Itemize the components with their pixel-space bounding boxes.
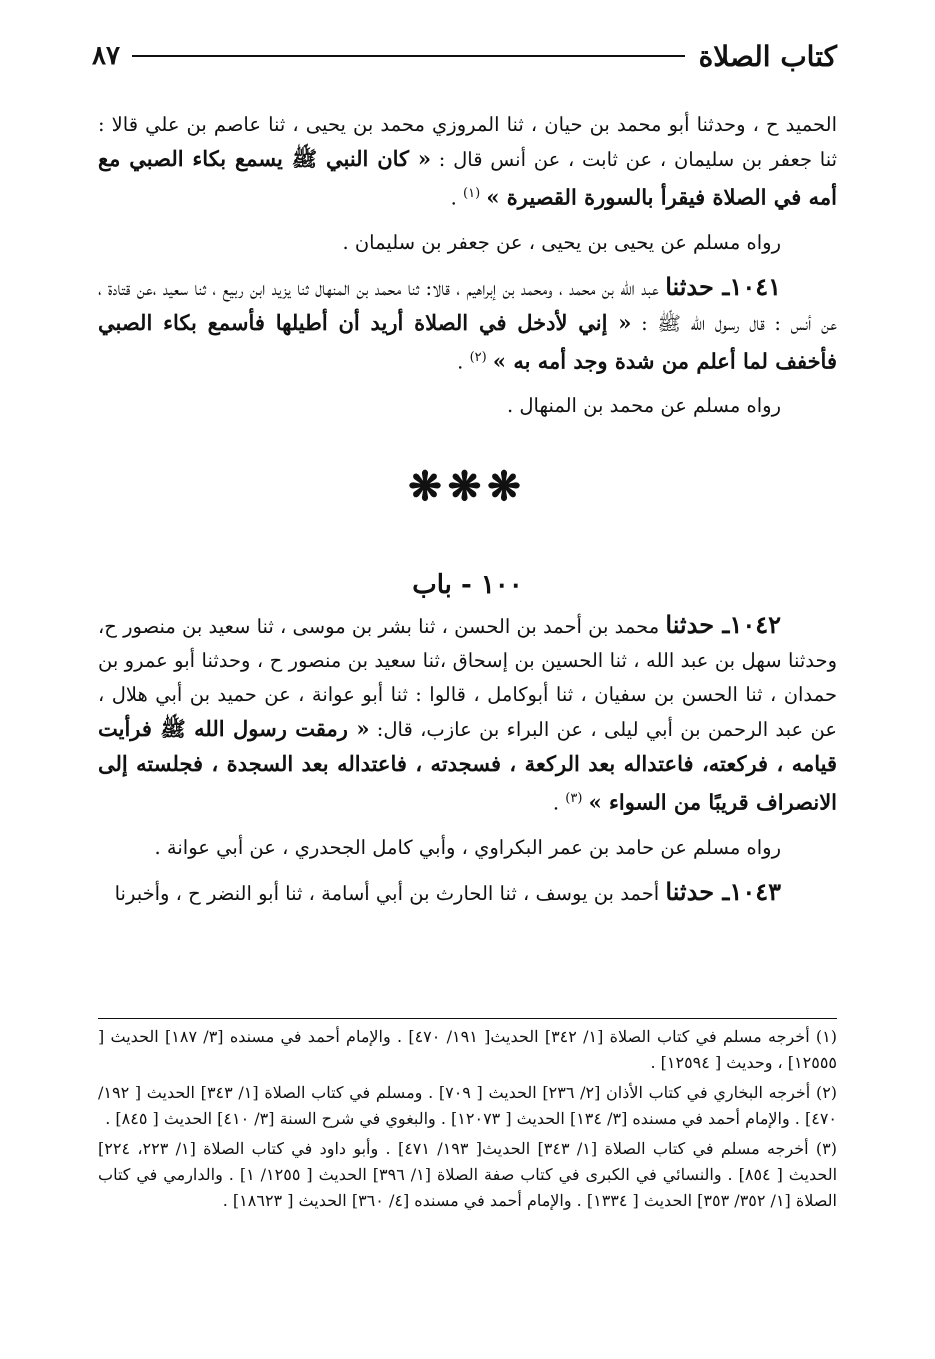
main-text (98, 108, 837, 921)
hadith-1043-number: ١٠٤٣ـ حدثنا (665, 876, 781, 906)
page-number: ٨٧ (92, 41, 120, 71)
hadith-1041-quote: « إني لأدخل في الصلاة أريد أن أطيلها فأسمع بكاء الصبي فأخفف لما أعلم من شدة وجد أمه به » (98, 309, 837, 373)
hadith-1042-narration: رواه مسلم عن حامد بن عمر البكراوي ، وأبي كامل الجحدري ، عن أبي عوانة . (154, 835, 781, 859)
footnote-2: (٢) أخرجه البخاري في كتاب الأذان [٢/ ٢٣٦] الحديث [ ٧٠٩] . ومسلم في كتاب الصلاة [١/ ٣٤٣] الحديث [ ١٩٢/ ٤٧٠] . والإمام أحمد في مسنده [٣/ ١٣٤] الحديث [ ١٢٠٧٣] . والبغوي في شرح السنة [٣/ ٤١٠] الحديث [ ٨٤٥] . (98, 1083, 838, 1128)
hadith-1041-narration: رواه مسلم عن محمد بن المنهال . (506, 394, 781, 417)
hadith-1043-paragraph (98, 875, 837, 911)
chapter-heading: ١٠٠ - باب (412, 570, 523, 600)
footnote-ref-1: (١) (463, 186, 481, 201)
hadith-1041-text: عبد الله بن محمد ، ومحمد بن إبراهيم ، قالا: ثنا محمد بن المنهال ثنا يزيد ابن ربيع ، ثنا سعيد ،عن قتادة ، عن أنس : قال رسول الله ﷺ : (98, 276, 837, 335)
header-rule (132, 55, 685, 57)
hadith-1041-end: . (457, 350, 470, 373)
hadith-prev-text: الحميد ح ، وحدثنا أبو محمد بن حيان ، ثنا المروزي محمد بن يحيى ، ثنا عاصم بن علي قالا : ثنا جعفر بن سليمان ، عن ثابت ، عن أنس قال : (98, 113, 838, 171)
hadith-1043-text: أحمد بن يوسف ، ثنا الحارث بن أبي أسامة ، ثنا أبو النضر ح ، وأخبرنا (114, 881, 666, 905)
chapter-title: كتاب الصلاة (698, 39, 837, 73)
hadith-1042-text: محمد بن أحمد بن الحسن ، ثنا بشر بن موسى ، ثنا سعيد بن منصور ح، وحدثنا سهل بن عبد الله ، ثنا الحسين بن إسحاق ،ثنا سعيد بن منصور ح ، وحدثنا أبو عمرو بن حمدان ، ثنا الحسن بن سفيان ، ثنا أبوكامل ، قالوا : ثنا أبو عوانة ، عن حميد بن أبي هلال ، عن عبد الرحمن بن أبي ليلى ، عن البراء بن عازب، قال: (98, 615, 837, 741)
hadith-prev-end: . (450, 186, 464, 210)
hadith-prev-paragraph (98, 108, 837, 216)
footnotes (98, 1024, 837, 1218)
section-separator: ❋❋❋ (408, 463, 527, 510)
footnote-rule (98, 1018, 837, 1019)
hadith-1042-paragraph (98, 608, 837, 821)
page-header (92, 36, 837, 76)
hadith-1041-number: ١٠٤١ـ حدثنا (665, 271, 782, 301)
footnote-ref-2: (٢) (469, 349, 487, 365)
hadith-1042-end: . (552, 791, 566, 815)
footnote-3: (٣) أخرجه مسلم في كتاب الصلاة [١/ ٣٤٣] الحديث[ ١٩٣/ ٤٧١] . وأبو داود في كتاب الصلاة [١/ ٢٢٣، ٢٢٤] الحديث [ ٨٥٤] . والنسائي في الكبرى في كتاب صفة الصلاة [١/ ٣٩٦] الحديث [ ١٢٥٥/ ١] . والدارمي في كتاب الصلاة [١/ ٣٥٢/ ٣٥٣] الحديث [ ١٣٣٤] . والإمام أحمد في مسنده [٤/ ٣٦٠] الحديث [ ١٨٦٢٣] . (98, 1139, 838, 1210)
footnote-1: (١) أخرجه مسلم في كتاب الصلاة [١/ ٣٤٢] الحديث[ ١٩١/ ٤٧٠] . والإمام أحمد في مسنده [٣/ ١٨٧] الحديث [ ١٢٥٥٥] ، وحديث [ ١٢٥٩٤] . (98, 1027, 837, 1072)
footnote-ref-3: (٣) (565, 791, 583, 806)
hadith-prev-quote: « كان النبي ﷺ يسمع بكاء الصبي مع أمه في الصلاة فيقرأ بالسورة القصيرة » (98, 146, 837, 210)
hadith-1042-number: ١٠٤٢ـ حدثنا (665, 610, 782, 639)
hadith-1041-paragraph (98, 270, 837, 380)
hadith-prev-narration: رواه مسلم عن يحيى بن يحيى ، عن جعفر بن سليمان . (342, 230, 781, 254)
hadith-1042-quote: « رمقت رسول الله ﷺ فرأيت قيامه ، فركعته، فاعتداله بعد الركعة ، فسجدته ، فاعتداله بعد السجدة ، فجلسته إلى الانصراف قريبًا من السواء » (98, 716, 837, 815)
